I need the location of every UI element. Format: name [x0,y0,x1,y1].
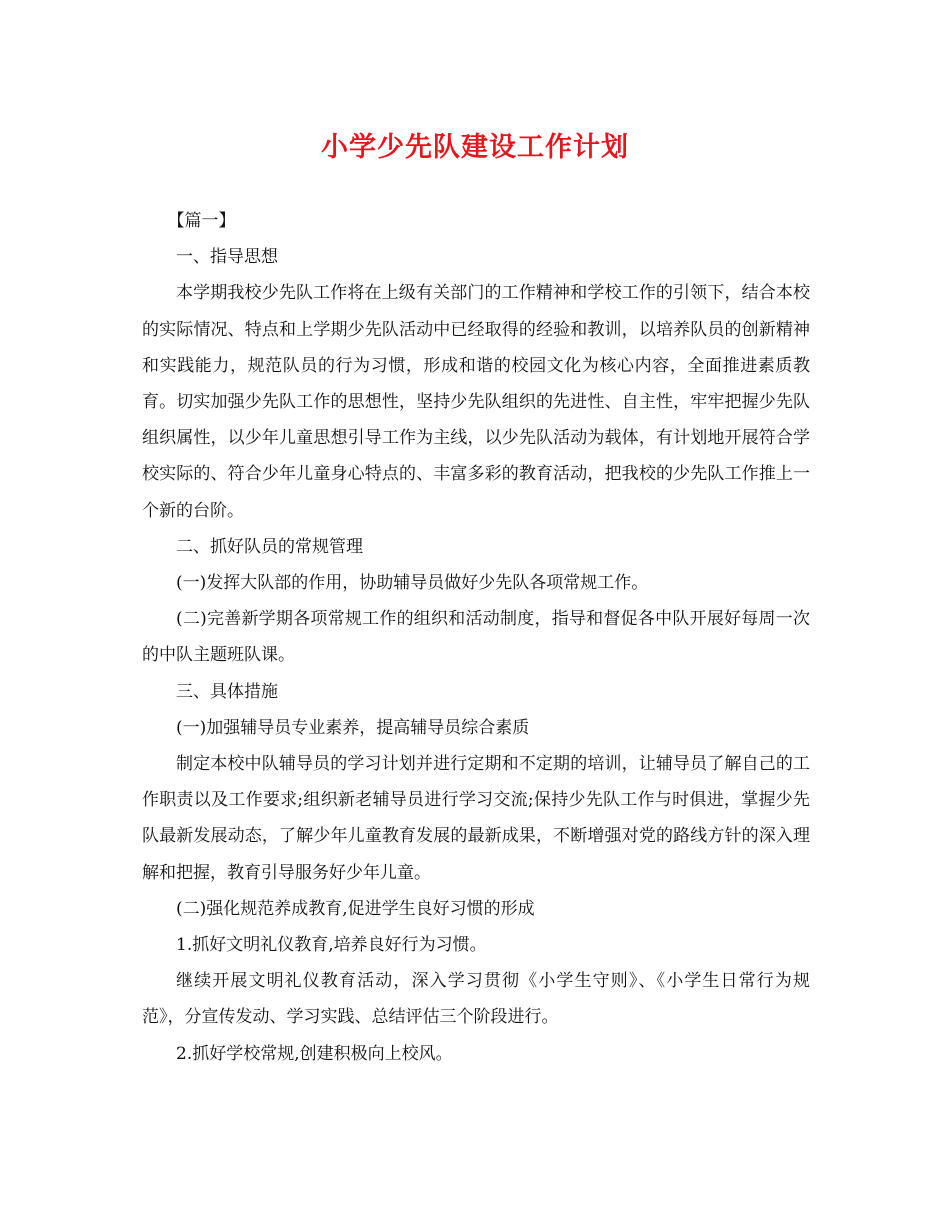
document-body [142,203,810,1072]
paragraph: 制定本校中队辅导员的学习计划并进行定期和不定期的培训，让辅导员了解自己的工作职责以及工作要求;组织新老辅导员进行学习交流;保持少先队工作与时俱进，掌握少先队最新发展动态，了解少年儿童教育发展的最新成果，不断增强对党的路线方针的深入理解和把握，教育引导服务好少年儿童。 [142,754,810,883]
section-heading: 二、抓好队员的常规管理 [176,536,363,557]
paragraph: 继续开展文明礼仪教育活动，深入学习贯彻《小学生守则》、《小学生日常行为规范》，分宣传发动、学习实践、总结评估三个阶段进行。 [142,971,810,1028]
document-title: 小学少先队建设工作计划 [321,132,629,163]
paragraph: (二)完善新学期各项常规工作的组织和活动制度，指导和督促各中队开展好每周一次的中队主题班队课。 [142,609,810,666]
paragraph: (一)发挥大队部的作用，协助辅导员做好少先队各项常规工作。 [176,573,649,594]
subsection-heading: (二)强化规范养成教育,促进学生良好习惯的形成 [176,898,535,919]
subsection-heading: (一)加强辅导员专业素养，提高辅导员综合素质 [176,717,530,738]
section-marker: 【篇一】 [167,211,236,231]
list-item: 2.抓好学校常规,创建积极向上校风。 [176,1043,453,1064]
section-heading: 一、指导思想 [176,247,278,268]
paragraph: 本学期我校少先队工作将在上级有关部门的工作精神和学校工作的引领下，结合本校的实际情况、特点和上学期少先队活动中已经取得的经验和教训，以培养队员的创新精神和实践能力，规范队员的行为习惯，形成和谐的校园文化为核心内容，全面推进素质教育。切实加强少先队工作的思想性，坚持少先队组织的先进性、自主性，牢牢把握少先队组织属性，以少年儿童思想引导工作为主线，以少先队活动为载体，有计划地开展符合学校实际的、符合少年儿童身心特点的、丰富多彩的教育活动，把我校的少先队工作推上一个新的台阶。 [142,283,810,521]
list-item: 1.抓好文明礼仪教育,培养良好行为习惯。 [176,935,487,956]
section-heading: 三、具体措施 [176,681,278,702]
